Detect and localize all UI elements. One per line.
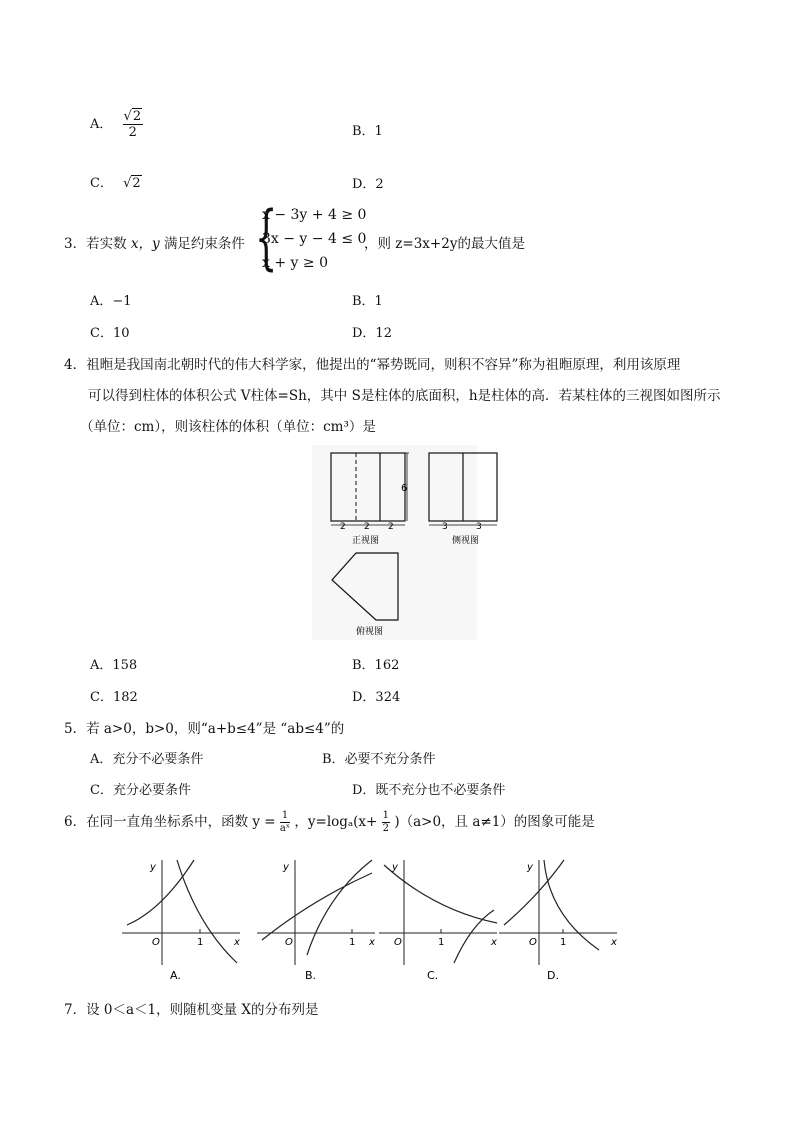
graph-panel-a [122, 860, 240, 982]
graph-label-a: A. [170, 969, 181, 982]
q5-option-b: B．必要不充分条件 [322, 752, 436, 767]
origin-label: O [394, 937, 402, 948]
q3-stem-suffix: ，则 z=3x+2y的最大值是 [364, 236, 525, 252]
q6-mid: ，y=logₐ(x+ [294, 814, 378, 830]
q6-graphs-figure [122, 855, 617, 985]
q5-option-d: D．既不充分也不必要条件 [352, 783, 506, 798]
curve-1 [504, 860, 564, 925]
q3-mid-text: 满足约束条件 [163, 236, 245, 252]
dim-3a: 3 [442, 522, 448, 532]
x-axis-label: x [234, 937, 240, 948]
q2-option-c-label: C． [90, 176, 113, 191]
origin-label: O [529, 937, 537, 948]
q6-fraction-2 [382, 811, 390, 834]
q2-option-a-denominator: 2 [128, 125, 137, 140]
graph-panel-c [379, 860, 497, 982]
q3-option-b: B．1 [352, 294, 383, 309]
graph-label-b: B. [305, 969, 317, 982]
q4-line-2: 可以得到柱体的体积公式 V柱体=Sh，其中 S是柱体的底面积，h是柱体的高．若某柱体的三视图如图所示 [88, 388, 721, 404]
one-label: 1 [349, 937, 356, 948]
q4-option-b: B．162 [352, 658, 400, 673]
q4-line-1: 4．祖暅是我国南北朝时代的伟大科学家，他提出的“幂势既同，则积不容异”称为祖暅原理，利用该原理 [64, 357, 681, 373]
curve-2 [544, 860, 599, 950]
side-view-label: 侧视图 [452, 536, 480, 546]
graph-panel-d [499, 860, 617, 982]
q2-option-b: B．1 [352, 124, 383, 139]
y-axis-label: y [150, 862, 156, 873]
q4-option-a: A．158 [90, 658, 138, 673]
q2-option-a-fraction: $\frac{√2}{2}$ [123, 109, 142, 140]
origin-label: O [152, 937, 160, 948]
q5-option-a: A．充分不必要条件 [90, 752, 204, 767]
q6-fraction-1-den: aˣ [279, 823, 291, 834]
q6-fraction-1-num: 1 [281, 810, 289, 821]
graph-panel-b [257, 860, 375, 982]
q2-option-a-radicand: 2 [132, 109, 142, 124]
q4-option-c: C．182 [90, 690, 138, 705]
y-axis-label: y [527, 862, 533, 873]
q3-constraint-2: 3x − y − 4 ≤ 0 [262, 231, 367, 247]
q5-stem: 5．若 a>0，b>0，则“a+b≤4”是 “ab≤4”的 [64, 721, 345, 737]
q3-prefix-text: 3．若实数 [64, 236, 127, 252]
x-axis-label: x [369, 937, 375, 948]
q3-stem-prefix [64, 232, 245, 252]
curve-2 [307, 860, 372, 955]
q7-stem: 7．设 0＜a＜1，则随机变量 X的分布列是 [64, 1002, 319, 1018]
dim-2c: 2 [388, 522, 394, 532]
curve-2 [454, 910, 494, 963]
q2-option-a [90, 110, 143, 139]
dim-3b: 3 [476, 522, 482, 532]
q2-option-a-label: A． [90, 117, 113, 132]
q2-option-d: D．2 [352, 177, 384, 192]
q3-constraint-1: x − 3y + 4 ≥ 0 [262, 207, 367, 223]
y-axis-label: y [283, 862, 289, 873]
q6-fraction-2-den: 2 [382, 823, 390, 834]
q4-option-d: D．324 [352, 690, 401, 705]
q3-brace: { [255, 196, 278, 278]
curve-1 [127, 860, 194, 925]
q6-prefix: 6．在同一直角坐标系中，函数 y = [64, 814, 276, 830]
x-axis-label: x [611, 937, 617, 948]
q6-fraction-2-num: 1 [382, 810, 390, 821]
q5-option-c: C．充分必要条件 [90, 783, 191, 798]
curve-1 [384, 865, 497, 923]
y-axis-label: y [392, 862, 398, 873]
origin-label: O [285, 937, 293, 948]
one-label: 1 [560, 937, 567, 948]
q4-three-view-figure [312, 445, 482, 640]
top-view-label: 俯视图 [356, 627, 384, 637]
q2-option-c [90, 172, 142, 191]
q2-option-c-sqrt: √2 [123, 176, 141, 191]
dim-6: 6 [401, 483, 408, 494]
q6-suffix: )（a>0，且 a≠1）的图象可能是 [394, 814, 595, 830]
q3-option-d: D．12 [352, 326, 392, 341]
q3-vars-text: x，y [130, 236, 160, 252]
q4-line-3: （单位：cm），则该柱体的体积（单位：cm³）是 [80, 419, 376, 435]
x-axis-label: x [491, 937, 497, 948]
q3-constraint-3: x + y ≥ 0 [262, 255, 328, 271]
q6-stem [64, 810, 595, 834]
dim-2b: 2 [364, 522, 370, 532]
one-label: 1 [197, 937, 204, 948]
q3-constraint-system [262, 203, 366, 275]
front-view-label: 正视图 [352, 536, 380, 546]
one-label: 1 [438, 937, 445, 948]
graph-label-d: D. [547, 969, 559, 982]
graph-label-c: C. [427, 969, 439, 982]
q3-option-c: C．10 [90, 326, 130, 341]
curve-2 [177, 860, 237, 963]
q2-option-c-radicand: 2 [132, 176, 141, 191]
q6-fraction-1 [280, 811, 290, 834]
dim-2a: 2 [340, 522, 346, 532]
q3-option-a: A．−1 [90, 294, 132, 309]
